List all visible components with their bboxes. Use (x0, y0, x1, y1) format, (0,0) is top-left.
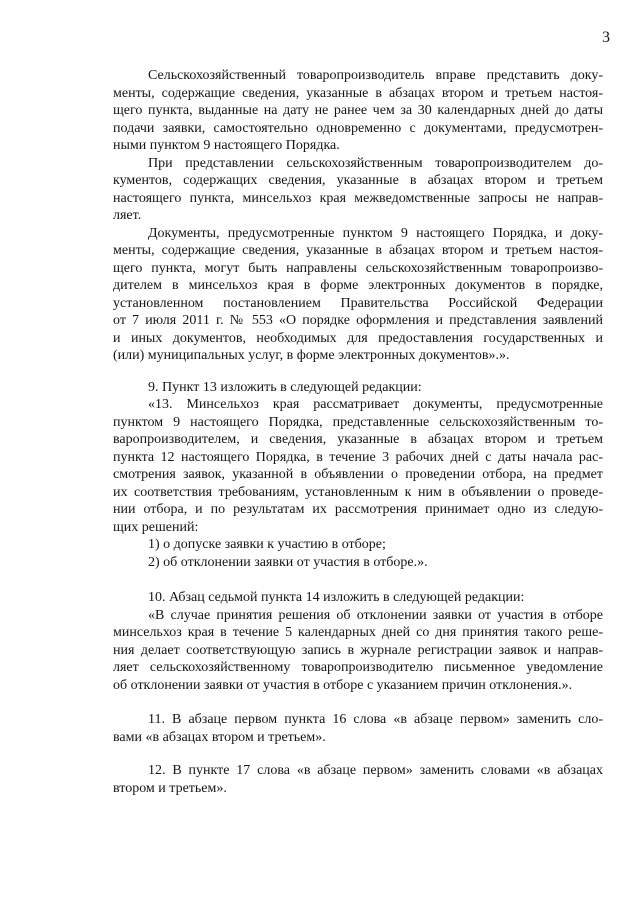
amendment-item-12 (113, 762, 603, 797)
text-line: подачи заявки, самостоятельно одновременно с документами, предусмотрен- (113, 120, 603, 136)
amendment-item-10 (113, 589, 603, 607)
text-line: настоящего пункта, минсельхоз края межведомственные запросы не направ- (113, 190, 603, 206)
text-line: их соответствия требованиям, установленным к ним в объявлении о проведе- (113, 484, 603, 500)
text-line: щего пункта, выданные на дату не ранее чем за 30 календарных дней до даты (113, 103, 603, 118)
paragraph-electronic-documents (113, 225, 603, 365)
text-line: «13. Минсельхоз края рассматривает документы, предусмотренные (148, 397, 603, 412)
document-body (113, 67, 603, 797)
text-line: от 7 июля 2011 г. № 553 «О порядке оформления и представления заявлений (113, 313, 603, 328)
paragraph-producer-documents (113, 67, 603, 155)
text-line: и иных документов, необходимых для предоставления государственных и (113, 330, 603, 346)
text-line: 10. Абзац седьмой пункта 14 изложить в следующей редакции: (148, 590, 525, 605)
text-line: ными пунктом 9 настоящего Порядка. (113, 138, 340, 153)
text-line: об отклонении заявки от участия в отборе с указанием причин отклонения.». (113, 677, 573, 693)
text-line: варопроизводителем, и сведения, указанные в абзацах втором и третьем (113, 432, 603, 447)
amendment-item-11 (113, 711, 603, 746)
text-line: дителем в минсельхоз края в форме электронных документов в порядке, (113, 278, 603, 293)
text-line: ляет сельскохозяйственному товаропроизводителю письменное уведомление (113, 660, 603, 675)
text-line: 9. Пункт 13 изложить в следующей редакции: (148, 379, 422, 395)
text-line: менты, содержащие сведения, указанные в абзацах втором и третьем настоя- (113, 243, 603, 258)
text-line: щих решений: (113, 519, 199, 535)
text-line: 1) о допуске заявки к участию в отборе; (148, 537, 386, 552)
text-line: щего пункта, могут быть направлены сельскохозяйственным товаропроизво- (113, 260, 603, 276)
text-line: ляет. (113, 208, 142, 223)
text-line: 11. В абзаце первом пункта 16 слова «в абзаце первом» заменить сло- (148, 712, 603, 727)
text-line: ния делает соответствующую запись в журнале регистрации заявок и направ- (113, 642, 603, 658)
text-line: (или) муниципальных услуг, в форме электронных документов».». (113, 348, 510, 363)
text-line: вами «в абзацах втором и третьем». (113, 729, 326, 745)
text-line: нии отбора, и по результатам их рассмотрения принимает одно из следую- (113, 502, 603, 517)
amendment-item-9-option-2 (113, 554, 603, 572)
amendment-item-10-text (113, 607, 603, 695)
paragraph-interagency-requests (113, 155, 603, 225)
text-line: Сельскохозяйственный товаропроизводитель вправе представить доку- (148, 68, 603, 83)
text-line: 12. В пункте 17 слова «в абзаце первом» заменить словами «в абзацах (148, 763, 603, 778)
text-line: При представлении сельскохозяйственным товаропроизводителем до- (148, 155, 603, 171)
text-line: «В случае принятия решения об отклонении заявки от участия в отборе (148, 607, 603, 623)
page-number: 3 (602, 29, 610, 46)
text-line: втором и третьем». (113, 780, 227, 796)
amendment-item-9-option-1 (113, 536, 603, 554)
text-line: пунктом 9 настоящего Порядка, представленные сельскохозяйственным то- (113, 414, 603, 430)
amendment-item-9-text (113, 396, 603, 536)
text-line: менты, содержащие сведения, указанные в абзацах втором и третьем настоя- (113, 85, 603, 101)
text-line: кументов, содержащих сведения, указанные в абзацах втором и третьем (113, 173, 603, 188)
text-line: 2) об отклонении заявки от участия в отборе.». (148, 554, 428, 570)
text-line: установленном постановлением Правительства Российской Федерации (113, 295, 603, 311)
text-line: минсельхоз края в течение 5 календарных дней со дня принятия такого реше- (113, 625, 603, 640)
text-line: смотрения заявок, указанной в объявлении о проведении отбора, на предмет (113, 467, 603, 482)
text-line: пункта 12 настоящего Порядка, в течение 3 рабочих дней с даты начала рас- (113, 449, 603, 465)
amendment-item-9 (113, 379, 603, 397)
text-line: Документы, предусмотренные пунктом 9 настоящего Порядка, и доку- (148, 225, 603, 241)
